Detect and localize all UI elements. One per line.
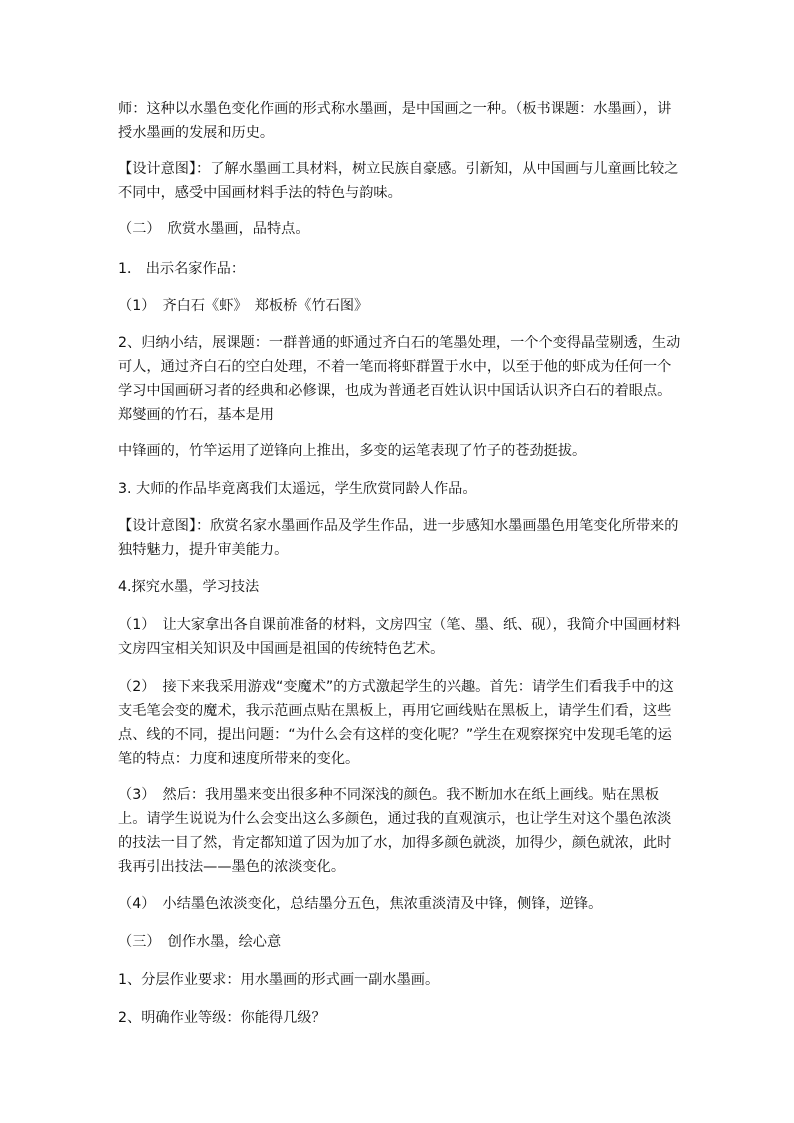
paragraph-item-3: 3. 大师的作品毕竟离我们太遥远，学生欣赏同龄人作品。 xyxy=(118,481,477,497)
paragraph-design-intent-2: 【设计意图】：欣赏名家水墨画作品及学生作品，进一步感知水墨画墨色用笔变化所带来的独特魅力，提升审美能力。 xyxy=(118,518,679,558)
paragraph-item-1: 1． 出示名家作品： xyxy=(118,261,246,277)
paragraph-teacher-intro: 师：这种以水墨色变化作画的形式称水墨画，是中国画之一种。（板书课题：水墨画），讲授水墨画的发展和历史。 xyxy=(118,101,672,141)
paragraph-subitem-1: （1） 齐白石《虾》 郑板桥《竹石图》 xyxy=(118,298,369,314)
paragraph-summary: 2、归纳小结，展课题：一群普通的虾通过齐白石的笔墨处理，一个个变得晶莹剔透，生动可人，通过齐白石的空白处理，不着一笔而将虾群置于水中，以至于他的虾成为任何一个学习中国画研习者的经典和必修课，也成为普通老百姓认识中国话认识齐白石的着眼点。郑燮画的竹石，基本是用 xyxy=(118,335,681,423)
section-heading-2: （二） 欣赏水墨画，品特点。 xyxy=(118,221,310,237)
paragraph-item-4: 4.探究水墨，学习技法 xyxy=(118,579,260,595)
paragraph-homework-1: 1、分层作业要求：用水墨画的形式画一副水墨画。 xyxy=(118,972,440,988)
section-heading-3: （三） 创作水墨，绘心意 xyxy=(118,934,282,950)
paragraph-step-2: （2） 接下来我采用游戏“变魔术”的方式激起学生的兴趣。首先：请学生们看我手中的这支毛笔会变的魔术，我示范画点贴在黑板上，再用它画线贴在黑板上，请学生们看，这些点、线的不同，提出问题：“为什么会有这样的变化呢？”学生在观察探究中发现毛笔的运笔的特点：力度和速度所带来的变化。 xyxy=(118,679,674,767)
paragraph-summary-continued: 中锋画的，竹竿运用了逆锋向上推出，多变的运笔表现了竹子的苍劲挺拔。 xyxy=(118,443,587,459)
paragraph-step-4: （4） 小结墨色浓淡变化，总结墨分五色，焦浓重淡清及中锋，侧锋，逆锋。 xyxy=(118,896,603,912)
paragraph-homework-2: 2、明确作业等级：你能得几级？ xyxy=(118,1010,326,1026)
paragraph-design-intent-1: 【设计意图】：了解水墨画工具材料，树立民族自豪感。引新知，从中国画与儿童画比较之不同中，感受中国画材料手法的特色与韵味。 xyxy=(118,161,679,201)
paragraph-step-3: （3） 然后：我用墨来变出很多种不同深浅的颜色。我不断加水在纸上画线。贴在黑板上。请学生说说为什么会变出这么多颜色，通过我的直观演示，也让学生对这个墨色浓淡的技法一目了然，肯定都知道了因为加了水，加得多颜色就淡，加得少，颜色就浓，此时我再引出技法——墨色的浓淡变化。 xyxy=(118,787,672,875)
paragraph-step-1: （1） 让大家拿出各自课前准备的材料，文房四宝（笔、墨、纸、砚），我简介中国画材料文房四宝相关知识及中国画是祖国的传统特色艺术。 xyxy=(118,617,681,657)
